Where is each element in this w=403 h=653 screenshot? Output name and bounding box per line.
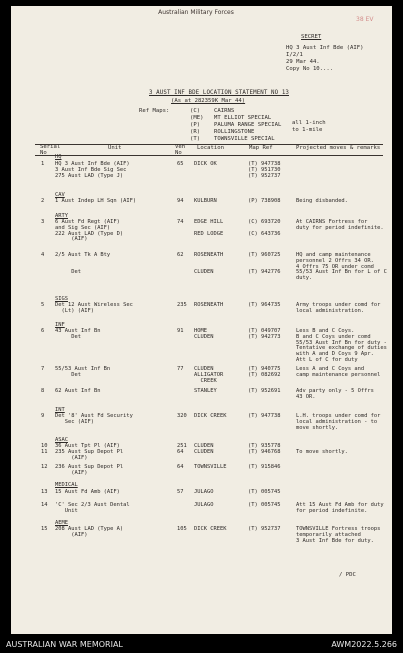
remarks-cell: TOWNSVILLE Fortress troops temporarily attached 3 Aust Inf Bde for duty. [296,526,381,544]
remarks-cell: Att 15 Aust Fd Amb for duty for period indefinite. [296,502,384,514]
map-ref-cell: (T) 946768 [248,449,281,455]
serial-cell: 11 [41,449,48,455]
location-cell: DICK OK [194,161,217,167]
map-name: MT ELLIOT SPECIAL [214,115,272,121]
serial-cell: 3 [41,219,45,225]
veh-cell: 235 [177,302,187,308]
file-reference: I/2/1 [286,52,303,58]
security-classification: SECRET [301,34,322,40]
veh-cell: 62 [177,252,184,258]
location-cell: JULAGO [194,502,214,508]
serial-cell: 14 [41,502,48,508]
document-subtitle: (As at 282359K Mar 44) [171,98,246,104]
map-scale-line1: all 1-inch [292,120,326,126]
unit-cell: Det '8' Aust Fd Security Sec (AIF) [55,413,133,425]
location-cell: DICK CREEK [194,526,227,532]
serial-cell: 5 [41,302,45,308]
location-cell: HOME CLUDEN [194,328,214,340]
veh-cell: 57 [177,489,184,495]
map-ref-cell: (T) 935778 [248,443,281,449]
map-ref-cell: (T) 952691 [248,388,281,394]
ref-maps-label: Ref Maps: [139,108,170,114]
map-code: (R) [190,129,201,135]
location-cell: KULBURN [194,198,217,204]
section-label: SIGS [55,296,68,302]
map-ref-cell: (T) 915846 [248,464,281,470]
location-cell: ROSENEATH [194,302,224,308]
serial-cell: 4 [41,252,45,258]
unit-cell: Det 12 Aust Wireless Sec (Lt) (AIF) [55,302,133,314]
unit-cell: 43 Aust Inf Bn Det [55,328,101,340]
unit-cell: 15 Aust Fd Amb (AIF) [55,489,120,495]
sign-off: / PDC [339,572,356,578]
col-header-projected: Projected moves & remarks [296,145,381,151]
veh-cell: 105 [177,526,187,532]
remarks-cell: Less B and C Coys. B and C Coys under comd 55/53 Aust Inf Bn for duty - Tentative exchange of duties with A and D Coys 9 Apr. Att L of C for duty [296,328,387,363]
footer-bar [0,637,403,653]
col-header-unit: Unit [108,145,122,151]
serial-cell: 9 [41,413,45,419]
footer-accession-number: AWM2022.5.266 [331,640,397,649]
unit-cell: 235 Aust Sup Depot Pl (AIF) [55,449,124,461]
section-label: AEME [55,520,68,526]
serial-cell: 13 [41,489,48,495]
col-header-map-ref: Map Ref [249,145,273,151]
document-date: 29 Mar 44. [286,59,320,65]
serial-cell: 10 [41,443,48,449]
veh-cell: 74 [177,219,184,225]
map-ref-cell: (T) 940775 (T) 082692 [248,366,281,378]
veh-cell: 94 [177,198,184,204]
serial-cell: 15 [41,526,48,532]
map-ref-cell: (T) 947738 [248,413,281,419]
col-header-serial: Serial No [40,144,61,156]
section-label: MEDICAL [55,482,78,488]
section-label: ARTY [55,213,68,219]
veh-cell: 77 [177,366,184,372]
serial-cell: 6 [41,328,45,334]
remarks-cell: Adv party only - 5 Offrs 43 OR. [296,388,374,400]
map-name: TOWNSVILLE SPECIAL [214,136,275,142]
col-header-veh: Veh No [175,144,186,156]
remarks-cell: Army troops under comd for local administration. [296,302,381,314]
section-label: CAV [55,192,65,198]
location-cell: EDGE HILL RED LODGE [194,219,224,237]
location-cell: TOWNSVILLE [194,464,227,470]
map-name: PALUMA RANGE SPECIAL [214,122,282,128]
map-ref-cell: (C) 693720 (C) 643736 [248,219,281,237]
serial-cell: 1 [41,161,45,167]
unit-cell: 236 Aust Sup Depot Pl (AIF) [55,464,124,476]
map-ref-cell: (T) 049707 (T) 942773 [248,328,281,340]
veh-cell: 64 [177,464,184,470]
remarks-cell: Being disbanded. [296,198,348,204]
location-cell: CLUDEN ALLIGATOR CREEK [194,366,224,384]
veh-cell: 91 [177,328,184,334]
map-ref-cell: (P) 738908 [248,198,281,204]
veh-cell: 320 [177,413,187,419]
remarks-cell: HQ and camp maintenance personnel 2 Offrs 34 OR. 4 Offrs 75 OR under comd 55/53 Aust Inf Bn for L of C duty. [296,252,387,282]
unit-cell: 55/53 Aust Inf Bn Det [55,366,111,378]
map-scale-line2: to 1-mile [292,127,323,133]
location-cell: JULAGO [194,489,214,495]
unit-cell: 2/5 Aust Tk A Bty Det [55,252,111,276]
veh-cell: 64 [177,449,184,455]
location-cell: STANLEY [194,388,217,394]
map-name: ROLLINGSTONE [214,129,255,135]
map-code: (C) [190,108,201,114]
issuing-hq: HQ 3 Aust Inf Bde (AIF) [286,45,364,51]
unit-cell: 62 Aust Inf Bn [55,388,101,394]
serial-cell: 8 [41,388,45,394]
document-title: 3 AUST INF BDE LOCATION STATEMENT NO 13 [149,90,290,96]
map-code: (T) [190,136,201,142]
map-code: (ME) [190,115,204,121]
map-ref-cell: (T) 960725 (T) 942776 [248,252,281,276]
section-label: HQ [55,154,62,160]
header-rule-bottom [35,155,383,156]
corner-stamp: 38 EV [356,16,374,23]
section-label: INT [55,407,65,413]
serial-cell: 2 [41,198,45,204]
copy-number: Copy No 10.... [286,66,334,72]
unit-cell: 'C' Sec 2/3 Aust Dental Unit [55,502,130,514]
serial-cell: 12 [41,464,48,470]
unit-cell: 208 Aust LAD (Type A) (AIF) [55,526,124,538]
unit-cell: HQ 3 Aust Inf Bde (AIF) 3 Aust Inf Bde Sig Sec 275 Aust LAD (Type J) [55,161,130,179]
map-name: CAIRNS [214,108,235,114]
location-cell: CLUDEN [194,449,214,455]
footer-institution: AUSTRALIAN WAR MEMORIAL [6,640,123,649]
remarks-cell: At CAIRNS Fortress for duty for period indefinite. [296,219,384,231]
unit-cell: 6 Aust Fd Regt (AIF) and Sig Sec (AIF) 222 Aust LAD (Type D) (AIF) [55,219,124,243]
section-label: INF [55,322,65,328]
unit-cell: 1 Aust Indep LH Sqn (AIF) [55,198,137,204]
document-page [11,6,392,634]
map-ref-cell: (T) 947738 (T) 951730 (T) 952737 [248,161,281,179]
serial-cell: 7 [41,366,45,372]
col-header-location: Location [197,145,224,151]
map-code: (P) [190,122,201,128]
location-cell: DICK CREEK [194,413,227,419]
location-cell: ROSENEATH CLUDEN [194,252,224,276]
map-ref-cell: (T) 005745 [248,489,281,495]
veh-cell: 65 [177,161,184,167]
map-ref-cell: (T) 005745 [248,502,281,508]
remarks-cell: To move shortly. [296,449,348,455]
unit-cell: 36 Aust Tpt Pl (AIF) [55,443,120,449]
section-label: ASAC [55,437,68,443]
remarks-cell: L.H. troops under comd for local administration - to move shortly. [296,413,381,431]
veh-cell: 251 [177,443,187,449]
remarks-cell: Less A and C Coys and camp maintenance personnel [296,366,381,378]
map-ref-cell: (T) 952737 [248,526,281,532]
banner-heading: Australian Military Forces [158,9,234,16]
location-cell: CLUDEN [194,443,214,449]
map-ref-cell: (T) 964735 [248,302,281,308]
